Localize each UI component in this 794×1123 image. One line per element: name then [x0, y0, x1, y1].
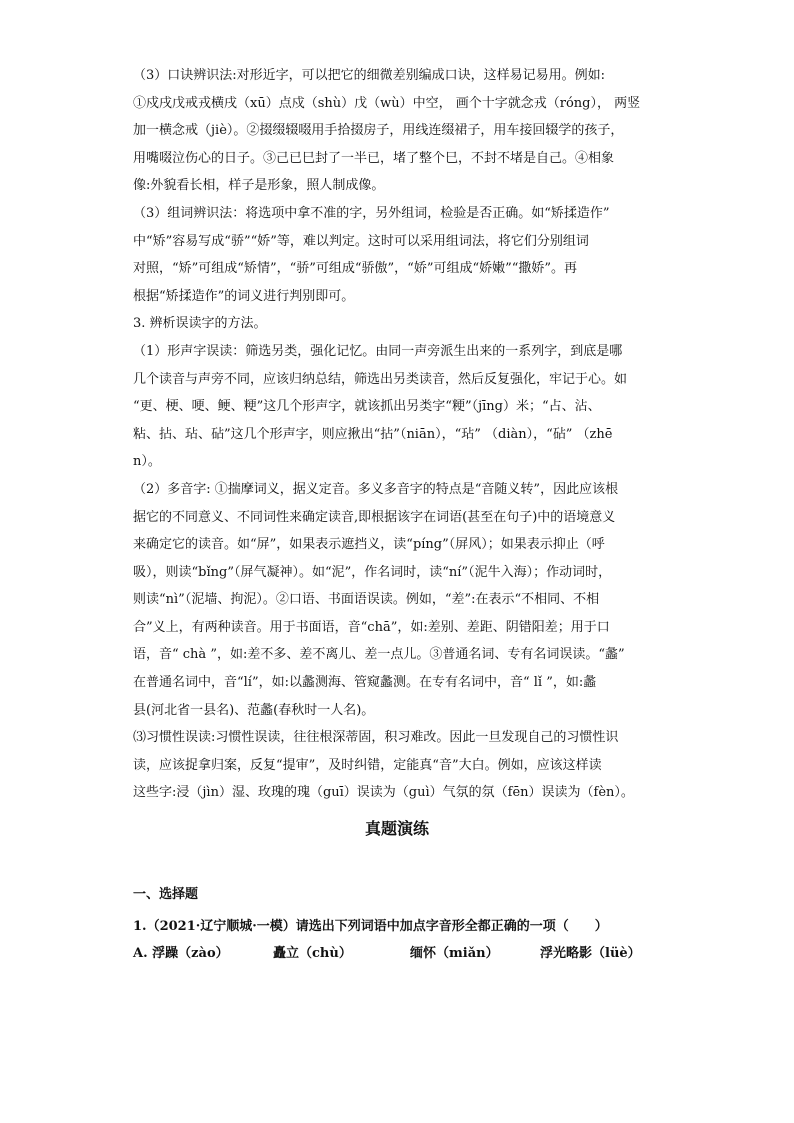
text-line: 则读“nì”（泥墙、拘泥）。②口语、书面语误读。例如，“差”:在表示“不相同、不相: [133, 592, 600, 608]
text-line: 中“矫”容易写成“骄”“娇”等，难以判定。这时可以采用组词法，将它们分别组词: [133, 233, 589, 249]
text-line: 这些字:浸（jìn）湿、玫瑰的瑰（guī）误读为（guì）气氛的氛（fēn）误读为（fèn）。: [133, 785, 634, 801]
text-line: 合”义上，有两种读音。用于书面语，音“chā”，如:差别、差距、阴错阳差；用于口: [133, 619, 610, 635]
text-line: （3）口诀辨识法:对形近字，可以把它的细微差别编成口诀，这样易记易用。例如:: [133, 68, 606, 83]
question-stem: 1.（2021·辽宁顺城·一模）请选出下列词语中加点字音形全都正确的一项（ ）: [133, 918, 608, 934]
text-line: ⑶习惯性误读:习惯性误读，往往根深蒂固，积习难改。因此一旦发现自己的习惯性识: [133, 730, 619, 746]
paragraph-phonetic-compound: [133, 338, 661, 476]
heading-misread-methods: 3. 辨析误读字的方法。: [133, 316, 267, 332]
text-line: 粘、拈、玷、砧”这几个形声字，则应揪出“拈”（niān），“玷” （diàn），“砧” （zhē: [133, 426, 613, 442]
paragraph-mnemonic: [133, 62, 661, 200]
text-line: 对照，“矫”可组成“矫情”，“骄”可组成“骄傲”，“娇”可组成“娇嫩”“撒娇”。再: [133, 261, 578, 277]
paragraph-word-group: [133, 200, 661, 310]
text-line: 根据“矫揉造作”的词义进行判别即可。: [133, 288, 355, 304]
text-line: 加一横念戒（jiè）。②掇缀辍啜用手拾掇房子，用线连缀裙子，用车接回辍学的孩子，: [133, 123, 624, 139]
text-line: 来确定它的读音。如“屏”，如果表示遮挡义，读“píng”（屏风）；如果表示抑止（呼: [133, 537, 605, 553]
text-line: “更、梗、哽、鲠、粳”这几个形声字，就该抓出另类字“粳”（jīng）米；“占、沾、: [133, 399, 601, 415]
section-title: 真题演练: [364, 819, 429, 839]
text-line: ①戍戌戊戒戎横戌（xū）点戍（shù）戊（wù）中空， 画个十字就念戎（róng）， 两竖: [133, 95, 641, 111]
option-a-word-4: 浮光略影（lüè）: [540, 946, 641, 962]
text-line: n）。: [133, 454, 161, 470]
text-line: 吸），则读“bǐng”（屏气凝神）。如“泥”，作名词时，读“ní”（泥牛入海）；作动词时，: [133, 564, 612, 580]
document-content: [133, 62, 661, 968]
paragraph-polyphonic: [133, 476, 661, 724]
option-a-word-3: 缅怀（miǎn）: [410, 946, 499, 962]
option-a-word-2: 矗立（chù）: [273, 946, 352, 962]
text-line: 像:外貌看长相，样子是形象，照人制成像。: [133, 178, 385, 194]
text-line: 据它的不同意义、不同词性来确定读音,即根据该字在词语(甚至在句子)中的语境意义: [133, 509, 616, 525]
text-line: 县(河北省一县名)、范蠡(春秋时一人名)。: [133, 702, 375, 718]
option-row-a: [133, 940, 661, 968]
text-line: （1）形声字误读：筛选另类，强化记忆。由同一声旁派生出来的一系列字，到底是哪: [133, 343, 623, 359]
paragraph-habitual: [133, 724, 661, 807]
text-line: （2）多音字: ①揣摩词义，据义定音。多义多音字的特点是“音随义转”，因此应该根: [133, 481, 619, 497]
text-line: 语，音“ chà ”，如:差不多、差不离儿、差一点儿。③普通名词、专有名词误读。“蠡”: [133, 647, 625, 663]
text-line: 几个读音与声旁不同，应该归纳总结，筛选出另类读音，然后反复强化，牢记于心。如: [133, 371, 628, 387]
part-title: 一、选择题: [133, 887, 199, 903]
text-line: 读，应该捉拿归案，反复“提审”，及时纠错，定能真“音”大白。例如，应该这样读: [133, 757, 602, 773]
text-line: 用嘴啜泣伤心的日子。③己已巳封了一半已，堵了整个巳，不封不堵是自己。④相象: [133, 150, 615, 166]
text-line: 在普通名词中，音“lí”，如:以蠡测海、管窥蠡测。在专有名词中，音“ lǐ ”，如:蠡: [133, 675, 597, 691]
option-a-word-1: A. 浮躁（zào）: [133, 946, 229, 962]
text-line: （3）组词辨识法：将选项中拿不准的字，另外组词，检验是否正确。如“矫揉造作”: [133, 205, 610, 221]
